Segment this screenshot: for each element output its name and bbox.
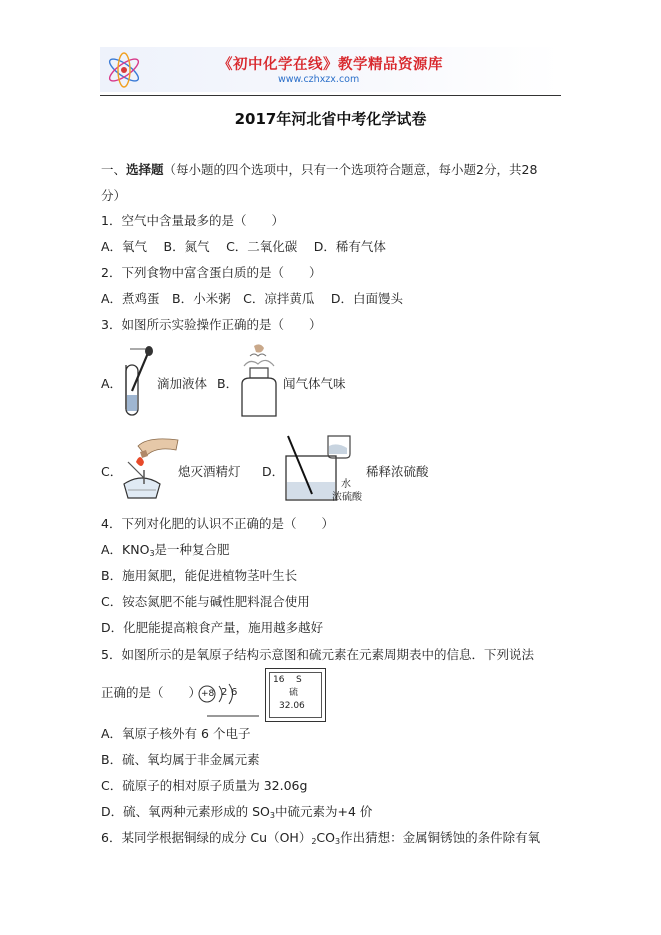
q5-option-d-sub: 3 bbox=[269, 811, 275, 820]
oxygen-atom-diagram bbox=[197, 678, 263, 722]
q3-option-d-label: 稀释浓硫酸 bbox=[366, 464, 429, 479]
pt-symbol: S bbox=[296, 675, 302, 685]
q6-stem bbox=[101, 830, 540, 850]
q6-stem-mid: CO bbox=[316, 830, 335, 845]
q3-water-label: 水 bbox=[341, 479, 351, 490]
q5-option-d-pre: D．硫、氧两种元素形成的 SO bbox=[101, 804, 270, 819]
section-heading-rest: （每小题的四个选项中，只有一个选项符合题意，每小题2分，共28 bbox=[163, 162, 538, 177]
q3-option-d-letter: D． bbox=[262, 464, 285, 479]
q2-stem: 2．下列食物中富含蛋白质的是（ ） bbox=[101, 265, 322, 280]
q4-option-c: C．铵态氮肥不能与碱性肥料混合使用 bbox=[101, 594, 310, 609]
q5-option-a: A．氧原子核外有 6 个电子 bbox=[101, 726, 251, 741]
q3-stem: 3．如图所示实验操作正确的是（ ） bbox=[101, 317, 322, 332]
q4-option-a bbox=[101, 542, 230, 562]
q1-options: A．氧气 B．氮气 C．二氧化碳 D．稀有气体 bbox=[101, 239, 386, 254]
banner-title: 《初中化学在线》教学精品资源库 bbox=[218, 57, 443, 73]
alcohol-lamp-figure bbox=[118, 432, 180, 504]
section-heading-line2: 分） bbox=[101, 188, 127, 203]
q5-stem: 5．如图所示的是氧原子结构示意图和硫元素在元素周期表中的信息．下列说法 bbox=[101, 647, 534, 662]
atom-shell-2: 6 bbox=[231, 687, 238, 698]
q3-option-c-label: 熄灭酒精灯 bbox=[178, 464, 241, 479]
q4-option-d: D．化肥能提高粮食产量，施用越多越好 bbox=[101, 620, 324, 635]
q1-stem: 1．空气中含量最多的是（ ） bbox=[101, 213, 284, 228]
q6-stem-sub2: 3 bbox=[335, 837, 341, 846]
page-title: 2017年河北省中考化学试卷 bbox=[234, 110, 427, 128]
q4-option-b: B．施用氮肥，能促进植物茎叶生长 bbox=[101, 568, 298, 583]
q3-option-c-letter: C． bbox=[101, 464, 123, 479]
header-divider bbox=[100, 95, 561, 96]
gas-bottle-figure bbox=[236, 342, 282, 420]
q3-option-a-letter: A． bbox=[101, 376, 123, 391]
q5-option-c: C．硫原子的相对原子质量为 32.06g bbox=[101, 778, 308, 793]
pt-atomic-number: 16 bbox=[273, 675, 285, 685]
q5-stem-line2: 正确的是（ ） bbox=[101, 685, 202, 700]
header-banner bbox=[100, 47, 561, 92]
section-heading bbox=[101, 162, 537, 178]
q3-option-b-label: 闻气体气味 bbox=[283, 376, 346, 391]
atom-logo-icon bbox=[104, 51, 144, 89]
q3-acid-label: 浓硫酸 bbox=[332, 492, 362, 503]
q5-option-b: B．硫、氧均属于非金属元素 bbox=[101, 752, 260, 767]
q5-option-d bbox=[101, 804, 372, 824]
section-heading-prefix: 一、 bbox=[101, 162, 127, 177]
q6-stem-post: 作出猜想：金属铜锈蚀的条件除有氧 bbox=[340, 830, 541, 845]
q6-stem-pre: 6．某同学根据铜绿的成分 Cu（OH） bbox=[101, 830, 312, 845]
q6-stem-sub: 2 bbox=[311, 837, 317, 846]
periodic-table-cell bbox=[265, 668, 326, 722]
atom-shell-1: 2 bbox=[221, 687, 228, 698]
dropper-tube-figure bbox=[118, 345, 158, 417]
banner-url: www.czhxzx.com bbox=[278, 74, 360, 85]
section-heading-bold: 选择题 bbox=[126, 162, 164, 177]
q4-option-a-post: 是一种复合肥 bbox=[154, 542, 230, 557]
q4-option-a-pre: A．KNO bbox=[101, 542, 150, 557]
pt-element-name: 硫 bbox=[289, 688, 299, 698]
q3-option-a-label: 滴加液体 bbox=[157, 376, 208, 391]
q3-option-b-letter: B． bbox=[217, 376, 239, 391]
pt-atomic-mass: 32.06 bbox=[279, 701, 305, 711]
q4-stem: 4．下列对化肥的认识不正确的是（ ） bbox=[101, 516, 334, 531]
q2-options: A．煮鸡蛋 B．小米粥 C．凉拌黄瓜 D．白面馒头 bbox=[101, 291, 403, 306]
q5-option-d-post: 中硫元素为+4 价 bbox=[274, 804, 373, 819]
q4-option-a-sub: 3 bbox=[149, 549, 155, 558]
atom-nucleus-charge: +8 bbox=[201, 689, 215, 699]
